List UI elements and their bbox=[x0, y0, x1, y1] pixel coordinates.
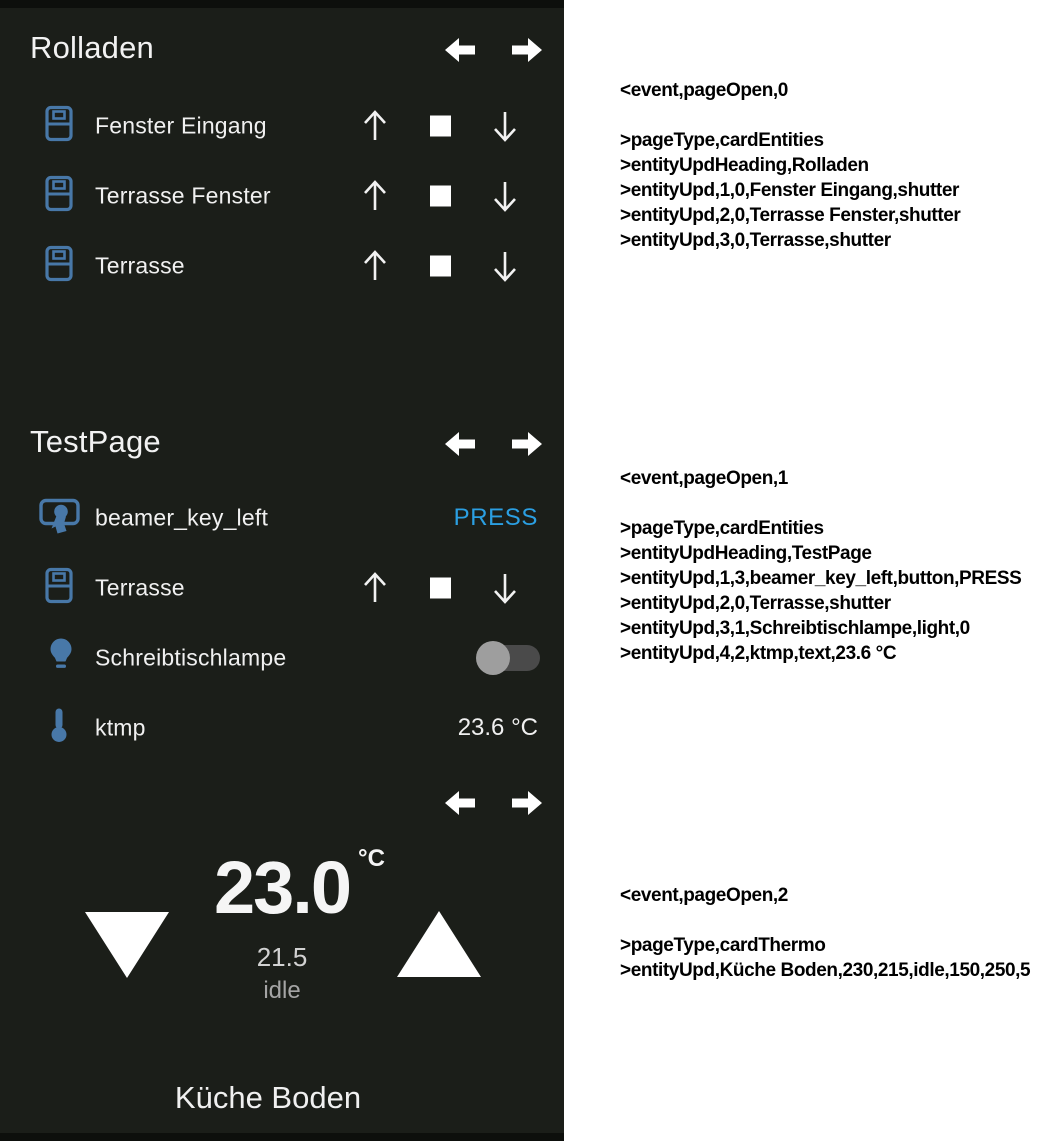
entity-row-ktmp bbox=[0, 706, 564, 750]
protocol-event-line: <event,pageOpen,0 bbox=[620, 80, 788, 101]
protocol-line: >pageType,cardEntities bbox=[620, 518, 824, 539]
protocol-line: >pageType,cardThermo bbox=[620, 935, 826, 956]
protocol-block-pageopen-1 bbox=[620, 466, 1021, 666]
protocol-line: >pageType,cardEntities bbox=[620, 130, 824, 151]
arrow-down-icon bbox=[490, 571, 520, 605]
protocol-gap bbox=[620, 491, 1021, 516]
entity-value: 23.6 °C bbox=[457, 714, 538, 741]
protocol-line: >entityUpd,2,0,Terrasse Fenster,shutter bbox=[620, 205, 961, 226]
protocol-line: >entityUpd,1,3,beamer_key_left,button,PRESS bbox=[620, 568, 1022, 589]
arrow-up-icon bbox=[360, 249, 390, 283]
protocol-gap bbox=[620, 103, 960, 128]
thermostat-state: idle bbox=[263, 977, 301, 1004]
page-next-button[interactable] bbox=[510, 785, 544, 820]
page-title: Rolladen bbox=[30, 30, 154, 65]
entity-row-beamer-key-left bbox=[0, 496, 564, 540]
entity-label: Terrasse bbox=[95, 574, 185, 601]
protocol-event-line: <event,pageOpen,1 bbox=[620, 468, 788, 489]
entity-label: Fenster Eingang bbox=[95, 112, 267, 139]
protocol-gap bbox=[620, 908, 1030, 933]
thermostat-name: Küche Boden bbox=[174, 1080, 362, 1115]
window-shutter-icon bbox=[44, 105, 74, 148]
shutter-up-button[interactable] bbox=[357, 570, 393, 606]
window-shutter-icon bbox=[44, 245, 74, 288]
temperature-unit: °C bbox=[358, 845, 385, 872]
arrow-up-icon bbox=[360, 179, 390, 213]
window-shutter-icon bbox=[44, 567, 74, 610]
window-shutter-icon bbox=[44, 175, 74, 218]
shutter-down-button[interactable] bbox=[487, 570, 523, 606]
nav-arrow-left-icon bbox=[443, 35, 477, 65]
shutter-down-button[interactable] bbox=[487, 178, 523, 214]
shutter-stop-button[interactable] bbox=[430, 186, 451, 207]
entity-row-terrasse bbox=[0, 244, 564, 288]
entity-row-terrasse bbox=[0, 566, 564, 610]
shutter-down-button[interactable] bbox=[487, 248, 523, 284]
protocol-line: >entityUpd,2,0,Terrasse,shutter bbox=[620, 593, 891, 614]
arrow-up-icon bbox=[360, 109, 390, 143]
entity-label: Schreibtischlampe bbox=[95, 644, 287, 671]
shutter-up-button[interactable] bbox=[357, 248, 393, 284]
entity-label: ktmp bbox=[95, 714, 146, 741]
page-next-button[interactable] bbox=[510, 426, 544, 461]
entity-label: Terrasse Fenster bbox=[95, 182, 271, 209]
shutter-stop-button[interactable] bbox=[430, 256, 451, 277]
nav-arrow-left-icon bbox=[443, 788, 477, 818]
arrow-down-icon bbox=[490, 109, 520, 143]
protocol-line: >entityUpd,Küche Boden,230,215,idle,150,250,5 bbox=[620, 960, 1031, 981]
page-title: TestPage bbox=[30, 424, 161, 459]
protocol-block-pageopen-0 bbox=[620, 78, 960, 253]
protocol-line: >entityUpd,3,1,Schreibtischlampe,light,0 bbox=[620, 618, 970, 639]
protocol-line: >entityUpdHeading,TestPage bbox=[620, 543, 872, 564]
light-toggle[interactable] bbox=[476, 641, 540, 675]
arrow-down-icon bbox=[490, 179, 520, 213]
page-prev-button[interactable] bbox=[443, 785, 477, 820]
protocol-line: >entityUpd,1,0,Fenster Eingang,shutter bbox=[620, 180, 959, 201]
target-temperature: 21.5 bbox=[256, 942, 308, 972]
screen-edge-bottom bbox=[0, 1133, 564, 1141]
shutter-stop-button[interactable] bbox=[430, 578, 451, 599]
entity-row-terrasse-fenster bbox=[0, 174, 564, 218]
screen-edge-top bbox=[0, 0, 564, 8]
thermometer-icon bbox=[48, 707, 70, 750]
protocol-line: >entityUpd,3,0,Terrasse,shutter bbox=[620, 230, 891, 251]
page-prev-button[interactable] bbox=[443, 32, 477, 67]
toggle-knob bbox=[476, 641, 510, 675]
arrow-down-icon bbox=[490, 249, 520, 283]
nav-arrow-right-icon bbox=[510, 429, 544, 459]
entity-row-schreibtischlampe bbox=[0, 636, 564, 680]
gesture-tap-button-icon bbox=[38, 495, 82, 542]
entity-row-fenster-eingang bbox=[0, 104, 564, 148]
protocol-event-line: <event,pageOpen,2 bbox=[620, 885, 788, 906]
protocol-line: >entityUpdHeading,Rolladen bbox=[620, 155, 869, 176]
shutter-up-button[interactable] bbox=[357, 178, 393, 214]
nav-arrow-right-icon bbox=[510, 788, 544, 818]
protocol-line: >entityUpd,4,2,ktmp,text,23.6 °C bbox=[620, 643, 897, 664]
temp-up-button[interactable] bbox=[397, 911, 481, 977]
entity-label: beamer_key_left bbox=[95, 504, 269, 531]
shutter-down-button[interactable] bbox=[487, 108, 523, 144]
current-temperature: 23.0 bbox=[213, 846, 351, 929]
nav-arrow-left-icon bbox=[443, 429, 477, 459]
page-prev-button[interactable] bbox=[443, 426, 477, 461]
entity-label: Terrasse bbox=[95, 252, 185, 279]
arrow-up-icon bbox=[360, 571, 390, 605]
protocol-block-pageopen-2 bbox=[620, 883, 1030, 983]
nav-arrow-right-icon bbox=[510, 35, 544, 65]
temp-down-button[interactable] bbox=[85, 912, 169, 978]
page-next-button[interactable] bbox=[510, 32, 544, 67]
shutter-stop-button[interactable] bbox=[430, 116, 451, 137]
lightbulb-icon bbox=[46, 637, 76, 680]
shutter-up-button[interactable] bbox=[357, 108, 393, 144]
press-button[interactable]: PRESS bbox=[453, 504, 538, 531]
